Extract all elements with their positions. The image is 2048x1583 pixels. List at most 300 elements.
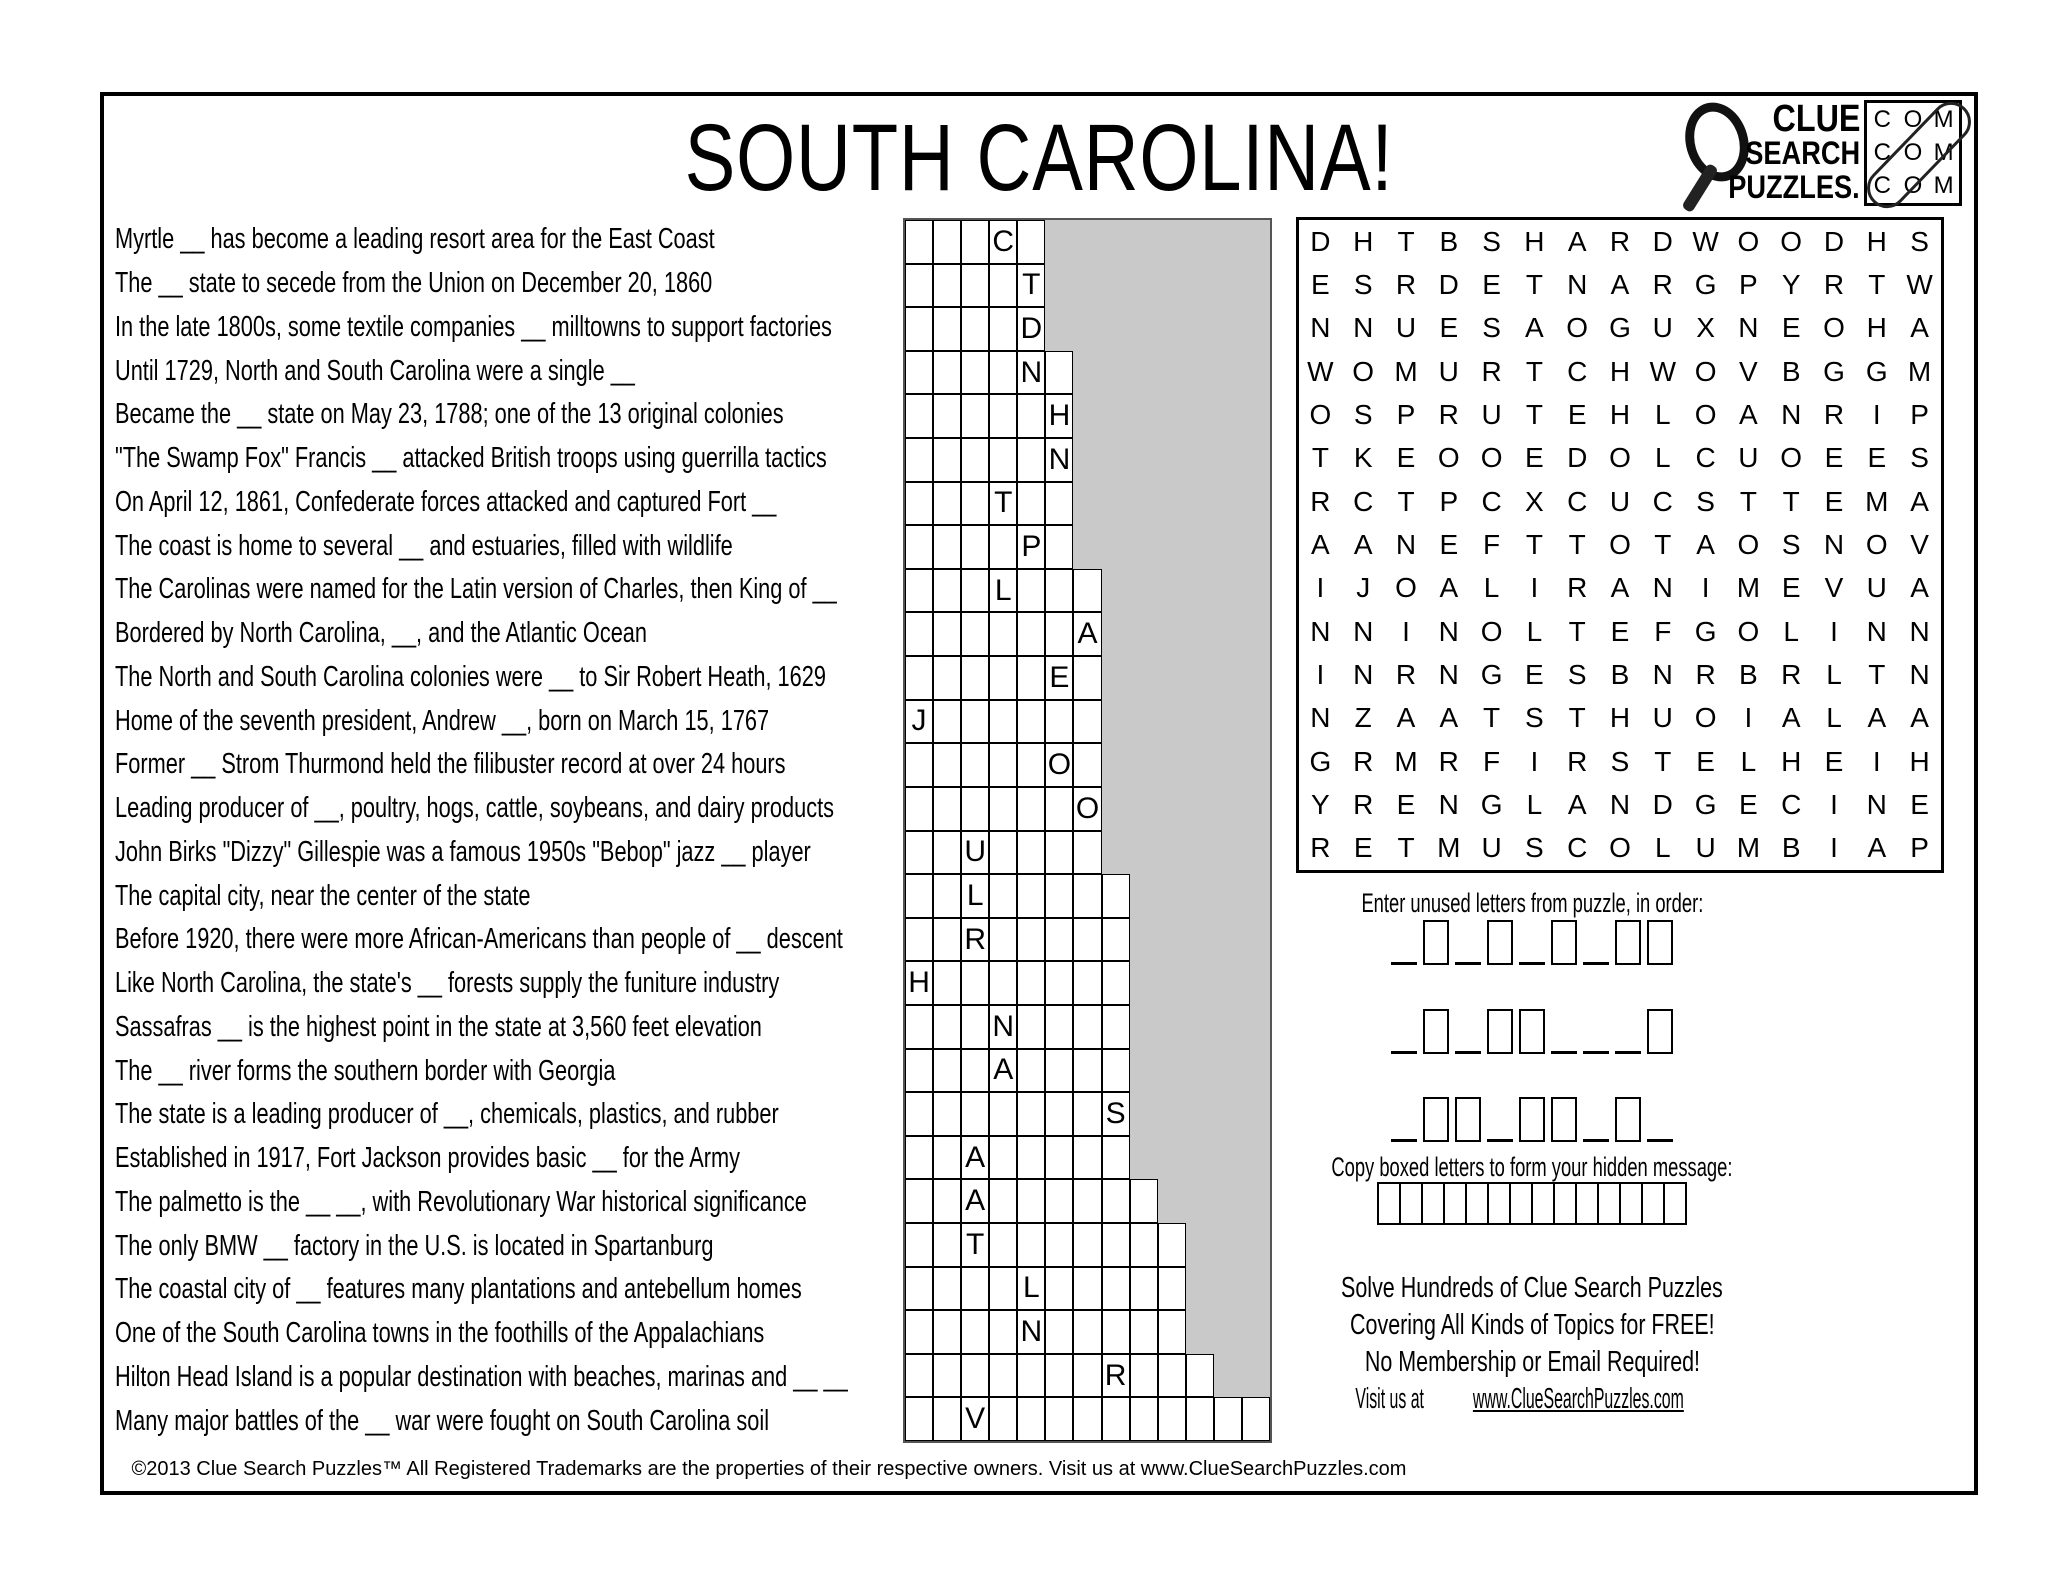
word-search-letter[interactable]: A <box>1567 225 1587 257</box>
answer-cell[interactable] <box>1073 1092 1101 1136</box>
answer-cell[interactable] <box>1045 1310 1073 1354</box>
unused-letter-blank-slot[interactable] <box>1391 1012 1417 1054</box>
word-search-letter[interactable]: H <box>1866 225 1887 257</box>
answer-cell[interactable] <box>1017 1223 1045 1267</box>
word-search-letter[interactable]: S <box>1482 312 1501 344</box>
word-search-letter[interactable]: I <box>1830 832 1838 864</box>
answer-cell[interactable] <box>961 307 989 351</box>
word-search-letter[interactable]: E <box>1353 832 1373 864</box>
answer-cell[interactable] <box>961 1049 989 1093</box>
word-search-letter[interactable]: E <box>1311 268 1330 300</box>
word-search-letter[interactable]: T <box>1868 658 1886 690</box>
answer-cell[interactable] <box>989 918 1017 962</box>
word-search-letter[interactable]: L <box>1526 615 1543 647</box>
word-search-letter[interactable]: R <box>1310 832 1331 864</box>
answer-cell[interactable] <box>933 1354 961 1398</box>
answer-cell[interactable] <box>1045 1267 1073 1311</box>
word-search-letter[interactable]: L <box>1483 572 1500 604</box>
word-search-letter[interactable]: I <box>1701 572 1710 604</box>
answer-cell[interactable] <box>933 1179 961 1223</box>
answer-cell[interactable] <box>989 831 1017 875</box>
hidden-message-cell[interactable] <box>1619 1182 1643 1225</box>
answer-cell[interactable] <box>961 743 989 787</box>
answer-cell[interactable] <box>961 656 989 700</box>
hidden-message-cell[interactable] <box>1575 1182 1599 1225</box>
answer-cell[interactable] <box>933 482 961 526</box>
answer-cell[interactable] <box>1045 1354 1073 1398</box>
answer-cell[interactable] <box>989 1354 1017 1398</box>
unused-letter-box-slot[interactable] <box>1423 1009 1449 1054</box>
word-search-letter[interactable]: V <box>1824 572 1844 604</box>
word-search-letter[interactable]: N <box>1310 702 1331 734</box>
word-search-letter[interactable]: R <box>1695 658 1716 690</box>
word-search-letter[interactable]: S <box>1610 745 1630 777</box>
answer-cell[interactable] <box>905 1267 933 1311</box>
word-search-letter[interactable]: E <box>1396 788 1416 820</box>
word-search-letter[interactable]: R <box>1609 225 1631 257</box>
answer-cell[interactable] <box>1102 1049 1130 1093</box>
word-search-letter[interactable]: E <box>1439 312 1459 344</box>
answer-cell[interactable] <box>961 612 989 656</box>
word-search-letter[interactable]: I <box>1402 615 1410 647</box>
answer-cell[interactable] <box>933 1223 961 1267</box>
word-search-letter[interactable]: E <box>1525 658 1544 690</box>
answer-cell[interactable] <box>1017 1136 1045 1180</box>
word-search-letter[interactable]: N <box>1438 658 1459 690</box>
answer-cell[interactable] <box>933 612 961 656</box>
answer-cell[interactable] <box>1073 1223 1101 1267</box>
word-search-letter[interactable]: O <box>1309 398 1332 430</box>
answer-cell[interactable] <box>989 874 1017 918</box>
answer-cell[interactable] <box>989 961 1017 1005</box>
answer-cell[interactable] <box>1045 1179 1073 1223</box>
unused-letter-box-slot[interactable] <box>1487 1009 1513 1054</box>
unused-letter-blank-slot[interactable] <box>1551 1012 1577 1054</box>
hidden-message-cell[interactable] <box>1531 1182 1555 1225</box>
answer-cell[interactable] <box>1017 482 1045 526</box>
answer-cell[interactable] <box>905 831 933 875</box>
answer-cell[interactable] <box>1045 1005 1073 1049</box>
word-search-letter[interactable]: R <box>1823 398 1845 430</box>
word-search-letter[interactable]: C <box>1652 485 1673 517</box>
word-search-letter[interactable]: O <box>1694 702 1717 734</box>
answer-cell[interactable] <box>1073 656 1101 700</box>
word-search-letter[interactable]: V <box>1910 528 1929 560</box>
word-search-letter[interactable]: B <box>1439 225 1459 257</box>
word-search-letter[interactable]: I <box>1316 658 1325 690</box>
answer-cell[interactable] <box>905 1354 933 1398</box>
word-search-letter[interactable]: A <box>1781 702 1801 734</box>
word-search-letter[interactable]: S <box>1353 398 1373 430</box>
word-search-letter[interactable]: O <box>1737 225 1760 257</box>
word-search-letter[interactable]: G <box>1694 788 1717 820</box>
hidden-message-cell[interactable] <box>1465 1182 1489 1225</box>
word-search-letter[interactable]: A <box>1311 528 1330 560</box>
word-search-letter[interactable]: O <box>1609 442 1631 474</box>
answer-cell[interactable] <box>989 351 1017 395</box>
word-search-letter[interactable]: E <box>1482 268 1501 300</box>
word-search-letter[interactable]: E <box>1739 788 1758 820</box>
answer-cell[interactable] <box>961 525 989 569</box>
word-search-letter[interactable]: T <box>1397 485 1415 517</box>
unused-letter-box-slot[interactable] <box>1455 1097 1481 1142</box>
word-search-letter[interactable]: O <box>1395 572 1417 604</box>
answer-cell[interactable] <box>905 220 933 264</box>
word-search-letter[interactable]: C <box>1567 485 1588 517</box>
word-search-letter[interactable]: S <box>1353 268 1373 300</box>
word-search-letter[interactable]: B <box>1610 658 1630 690</box>
answer-cell[interactable] <box>1017 220 1045 264</box>
word-search-letter[interactable]: F <box>1483 528 1501 560</box>
answer-cell[interactable] <box>933 1310 961 1354</box>
word-search-letter[interactable]: O <box>1694 355 1717 387</box>
word-search-letter[interactable]: A <box>1525 312 1544 344</box>
answer-cell[interactable] <box>961 1092 989 1136</box>
hidden-message-cell[interactable] <box>1597 1182 1621 1225</box>
answer-cell[interactable] <box>1045 1049 1073 1093</box>
word-search-letter[interactable]: C <box>1695 442 1716 474</box>
word-search-letter[interactable]: X <box>1696 312 1715 344</box>
answer-cell[interactable] <box>1017 918 1045 962</box>
unused-letter-box-slot[interactable] <box>1647 920 1673 965</box>
answer-cell[interactable] <box>933 264 961 308</box>
word-search-letter[interactable]: U <box>1695 832 1716 864</box>
word-search-letter[interactable]: D <box>1438 268 1459 300</box>
word-search-letter[interactable]: L <box>1740 745 1757 777</box>
word-search-letter[interactable]: O <box>1480 615 1503 647</box>
answer-cell[interactable] <box>1017 394 1045 438</box>
word-search-letter[interactable]: E <box>1824 485 1844 517</box>
answer-cell[interactable] <box>989 525 1017 569</box>
word-search-letter[interactable]: O <box>1352 355 1375 387</box>
answer-cell[interactable] <box>933 1267 961 1311</box>
word-search-letter[interactable]: T <box>1868 268 1886 300</box>
unused-letter-box-slot[interactable] <box>1423 1097 1449 1142</box>
unused-letter-box-slot[interactable] <box>1615 920 1641 965</box>
word-search-letter[interactable]: U <box>1609 485 1631 517</box>
word-search-letter[interactable]: M <box>1907 355 1932 387</box>
answer-cell[interactable] <box>1045 525 1073 569</box>
answer-cell[interactable] <box>1073 1354 1101 1398</box>
answer-cell[interactable] <box>1017 438 1045 482</box>
answer-cell[interactable] <box>1017 1049 1045 1093</box>
word-search-letter[interactable]: T <box>1483 702 1501 734</box>
website-link[interactable]: www.ClueSearchPuzzles.com <box>1472 1383 1684 1415</box>
answer-cell[interactable] <box>905 1092 933 1136</box>
answer-cell[interactable] <box>1017 569 1045 613</box>
answer-cell[interactable] <box>1102 961 1130 1005</box>
answer-cell[interactable] <box>961 1267 989 1311</box>
word-search-letter[interactable]: N <box>1823 528 1845 560</box>
word-search-letter[interactable]: R <box>1438 745 1459 777</box>
word-search-letter[interactable]: E <box>1781 312 1801 344</box>
answer-cell[interactable] <box>905 394 933 438</box>
hidden-message-cell[interactable] <box>1553 1182 1577 1225</box>
answer-cell[interactable] <box>989 394 1017 438</box>
answer-cell[interactable] <box>961 482 989 526</box>
word-search-letter[interactable]: Z <box>1354 702 1372 734</box>
word-search-letter[interactable]: I <box>1872 398 1881 430</box>
word-search-letter[interactable]: S <box>1696 485 1715 517</box>
word-search-letter[interactable]: S <box>1482 225 1501 257</box>
answer-cell[interactable] <box>989 1267 1017 1311</box>
word-search-letter[interactable]: L <box>1826 658 1842 690</box>
answer-cell[interactable] <box>905 1005 933 1049</box>
word-search-letter[interactable]: A <box>1867 832 1887 864</box>
word-search-letter[interactable]: N <box>1438 788 1459 820</box>
answer-cell[interactable] <box>933 351 961 395</box>
word-search-letter[interactable]: N <box>1353 658 1374 690</box>
answer-cell[interactable] <box>989 1397 1017 1441</box>
word-search-letter[interactable]: N <box>1866 615 1887 647</box>
word-search-letter[interactable]: L <box>1655 832 1671 864</box>
word-search-letter[interactable]: P <box>1396 398 1416 430</box>
answer-cell[interactable] <box>989 743 1017 787</box>
word-search-letter[interactable]: H <box>1609 398 1631 430</box>
answer-cell[interactable] <box>1045 1136 1073 1180</box>
word-search-letter[interactable]: A <box>1910 312 1929 344</box>
word-search-letter[interactable]: R <box>1310 485 1331 517</box>
word-search-letter[interactable]: U <box>1652 702 1673 734</box>
word-search-letter[interactable]: H <box>1609 355 1631 387</box>
answer-cell[interactable] <box>1073 961 1101 1005</box>
word-search-letter[interactable]: A <box>1610 572 1630 604</box>
answer-cell[interactable] <box>1045 700 1073 744</box>
word-search-letter[interactable]: A <box>1353 528 1373 560</box>
word-search-letter[interactable]: A <box>1910 572 1929 604</box>
word-search-letter[interactable]: E <box>1910 788 1929 820</box>
word-search-letter[interactable]: W <box>1649 355 1676 387</box>
answer-cell[interactable] <box>989 1310 1017 1354</box>
word-search-letter[interactable]: A <box>1396 702 1416 734</box>
word-search-letter[interactable]: M <box>1736 832 1761 864</box>
answer-cell[interactable] <box>989 1136 1017 1180</box>
word-search-letter[interactable]: A <box>1910 702 1929 734</box>
word-search-letter[interactable]: A <box>1739 398 1758 430</box>
word-search-letter[interactable]: B <box>1739 658 1758 690</box>
word-search-letter[interactable]: N <box>1353 615 1374 647</box>
word-search-letter[interactable]: O <box>1566 312 1589 344</box>
unused-letter-blank-slot[interactable] <box>1519 923 1545 965</box>
answer-cell[interactable] <box>1045 1223 1073 1267</box>
word-search-letter[interactable]: T <box>1525 398 1543 430</box>
word-search-letter[interactable]: R <box>1823 268 1845 300</box>
answer-cell[interactable] <box>905 569 933 613</box>
answer-cell[interactable] <box>1073 874 1101 918</box>
answer-cell[interactable] <box>989 656 1017 700</box>
word-search-letter[interactable]: I <box>1872 745 1881 777</box>
word-search-letter[interactable]: E <box>1696 745 1715 777</box>
word-search-letter[interactable]: B <box>1781 832 1801 864</box>
word-search-letter[interactable]: H <box>1909 745 1930 777</box>
word-search-letter[interactable]: N <box>1438 615 1459 647</box>
word-search-letter[interactable]: R <box>1567 745 1588 777</box>
answer-cell[interactable] <box>1017 1354 1045 1398</box>
word-search-letter[interactable]: T <box>1654 745 1672 777</box>
hidden-message-cell[interactable] <box>1509 1182 1533 1225</box>
answer-cell[interactable] <box>1073 1397 1101 1441</box>
unused-letter-blank-slot[interactable] <box>1391 923 1417 965</box>
word-search-letter[interactable]: I <box>1530 745 1539 777</box>
answer-cell[interactable] <box>961 264 989 308</box>
answer-cell[interactable] <box>1045 351 1073 395</box>
word-search-letter[interactable]: W <box>1906 268 1933 300</box>
word-search-letter[interactable]: E <box>1567 398 1587 430</box>
answer-cell[interactable] <box>1017 700 1045 744</box>
answer-cell[interactable] <box>905 1136 933 1180</box>
answer-cell[interactable] <box>905 307 933 351</box>
answer-cell[interactable] <box>1045 831 1073 875</box>
answer-cell[interactable] <box>1073 743 1101 787</box>
hidden-message-cell[interactable] <box>1663 1182 1687 1225</box>
answer-cell[interactable] <box>989 307 1017 351</box>
answer-cell[interactable] <box>905 743 933 787</box>
word-search-letter[interactable]: A <box>1610 268 1630 300</box>
word-search-letter[interactable]: E <box>1525 442 1544 474</box>
word-search-letter[interactable]: I <box>1830 615 1838 647</box>
word-search-letter[interactable]: N <box>1609 788 1631 820</box>
word-search-letter[interactable]: U <box>1481 398 1502 430</box>
hidden-message-cell[interactable] <box>1487 1182 1511 1225</box>
word-search-letter[interactable]: O <box>1865 528 1888 560</box>
word-search-letter[interactable]: E <box>1824 745 1844 777</box>
answer-cell[interactable] <box>905 1310 933 1354</box>
answer-cell[interactable] <box>1017 743 1045 787</box>
answer-cell[interactable] <box>1017 874 1045 918</box>
answer-cell[interactable] <box>989 1092 1017 1136</box>
word-search-letter[interactable]: C <box>1353 485 1374 517</box>
answer-cell[interactable] <box>905 918 933 962</box>
unused-letter-blank-slot[interactable] <box>1455 1012 1481 1054</box>
unused-letter-box-slot[interactable] <box>1519 1097 1545 1142</box>
word-search-letter[interactable]: S <box>1525 832 1544 864</box>
word-search-letter[interactable]: S <box>1910 442 1929 474</box>
answer-cell[interactable] <box>1073 1310 1101 1354</box>
answer-cell[interactable] <box>933 1005 961 1049</box>
word-search-letter[interactable]: F <box>1654 615 1672 647</box>
answer-cell[interactable] <box>1158 1223 1186 1267</box>
word-search-letter[interactable]: T <box>1568 528 1586 560</box>
answer-cell[interactable] <box>961 569 989 613</box>
word-search-letter[interactable]: D <box>1310 225 1331 257</box>
answer-cell[interactable] <box>989 264 1017 308</box>
answer-cell[interactable] <box>1073 1179 1101 1223</box>
word-search-letter[interactable]: G <box>1309 745 1332 777</box>
answer-cell[interactable] <box>905 351 933 395</box>
word-search-letter[interactable]: S <box>1781 528 1801 560</box>
word-search-letter[interactable]: E <box>1610 615 1630 647</box>
answer-cell[interactable] <box>933 743 961 787</box>
answer-cell[interactable] <box>1130 1223 1158 1267</box>
word-search-letter[interactable]: L <box>1655 442 1671 474</box>
word-search-letter[interactable]: I <box>1830 788 1838 820</box>
word-search-letter[interactable]: I <box>1744 702 1753 734</box>
answer-cell[interactable] <box>961 1005 989 1049</box>
unused-letter-box-slot[interactable] <box>1551 920 1577 965</box>
answer-cell[interactable] <box>1017 1179 1045 1223</box>
word-search-letter[interactable]: E <box>1867 442 1887 474</box>
answer-cell[interactable] <box>961 700 989 744</box>
word-search-letter[interactable]: H <box>1866 312 1887 344</box>
answer-cell[interactable] <box>1045 1397 1073 1441</box>
answer-cell[interactable] <box>961 438 989 482</box>
answer-cell[interactable] <box>933 1136 961 1180</box>
answer-cell[interactable] <box>989 438 1017 482</box>
answer-cell[interactable] <box>933 787 961 831</box>
answer-cell[interactable] <box>1017 787 1045 831</box>
word-search-letter[interactable]: O <box>1609 832 1631 864</box>
answer-cell[interactable] <box>1045 874 1073 918</box>
hidden-message-cell[interactable] <box>1641 1182 1665 1225</box>
word-search-letter[interactable]: T <box>1397 832 1415 864</box>
word-search-letter[interactable]: Y <box>1311 788 1330 820</box>
unused-letter-blank-slot[interactable] <box>1583 1100 1609 1142</box>
word-search-letter[interactable]: T <box>1525 268 1543 300</box>
answer-cell[interactable] <box>961 1310 989 1354</box>
answer-cell[interactable] <box>989 700 1017 744</box>
word-search-letter[interactable]: C <box>1567 832 1588 864</box>
word-search-letter[interactable]: N <box>1866 788 1887 820</box>
answer-cell[interactable] <box>1073 569 1101 613</box>
answer-cell[interactable] <box>989 787 1017 831</box>
word-search-letter[interactable]: N <box>1310 615 1331 647</box>
word-search-letter[interactable]: S <box>1525 702 1544 734</box>
word-search-letter[interactable]: N <box>1738 312 1759 344</box>
answer-cell[interactable] <box>933 831 961 875</box>
answer-cell[interactable] <box>1045 918 1073 962</box>
hidden-message-cell[interactable] <box>1443 1182 1467 1225</box>
word-search-letter[interactable]: S <box>1910 225 1929 257</box>
word-search-letter[interactable]: T <box>1739 485 1757 517</box>
answer-cell[interactable] <box>933 569 961 613</box>
word-search-letter[interactable]: B <box>1781 355 1801 387</box>
word-search-letter[interactable]: R <box>1781 658 1802 690</box>
word-search-letter[interactable]: H <box>1781 745 1802 777</box>
answer-cell[interactable] <box>905 612 933 656</box>
word-search-letter[interactable]: R <box>1481 355 1502 387</box>
word-search-letter[interactable]: G <box>1609 312 1631 344</box>
answer-cell[interactable] <box>933 961 961 1005</box>
word-search-letter[interactable]: D <box>1652 788 1673 820</box>
answer-cell[interactable] <box>905 656 933 700</box>
word-search-letter[interactable]: T <box>1568 615 1586 647</box>
word-search-letter[interactable]: N <box>1310 312 1331 344</box>
word-search-letter[interactable]: P <box>1739 268 1758 300</box>
unused-letter-blank-slot[interactable] <box>1455 923 1481 965</box>
hidden-message-cell[interactable] <box>1399 1182 1423 1225</box>
answer-cell[interactable] <box>1017 961 1045 1005</box>
hidden-message-cell[interactable] <box>1377 1182 1401 1225</box>
word-search-letter[interactable]: H <box>1353 225 1374 257</box>
word-search-letter[interactable]: G <box>1865 355 1888 387</box>
unused-letter-blank-slot[interactable] <box>1583 1012 1609 1054</box>
word-search-letter[interactable]: N <box>1781 398 1802 430</box>
answer-cell[interactable] <box>1073 1005 1101 1049</box>
word-search-letter[interactable]: G <box>1694 615 1717 647</box>
word-search-letter[interactable]: O <box>1480 442 1503 474</box>
word-search-letter[interactable]: N <box>1652 572 1673 604</box>
word-search-letter[interactable]: A <box>1696 528 1715 560</box>
answer-cell[interactable] <box>933 1397 961 1441</box>
unused-letter-box-slot[interactable] <box>1519 1009 1545 1054</box>
unused-letter-blank-slot[interactable] <box>1647 1100 1673 1142</box>
word-search-letter[interactable]: R <box>1353 788 1374 820</box>
answer-cell[interactable] <box>905 1223 933 1267</box>
word-search-letter[interactable]: N <box>1909 658 1930 690</box>
word-search-letter[interactable]: L <box>1826 702 1842 734</box>
word-search-letter[interactable]: C <box>1481 485 1502 517</box>
answer-cell[interactable] <box>1045 569 1073 613</box>
